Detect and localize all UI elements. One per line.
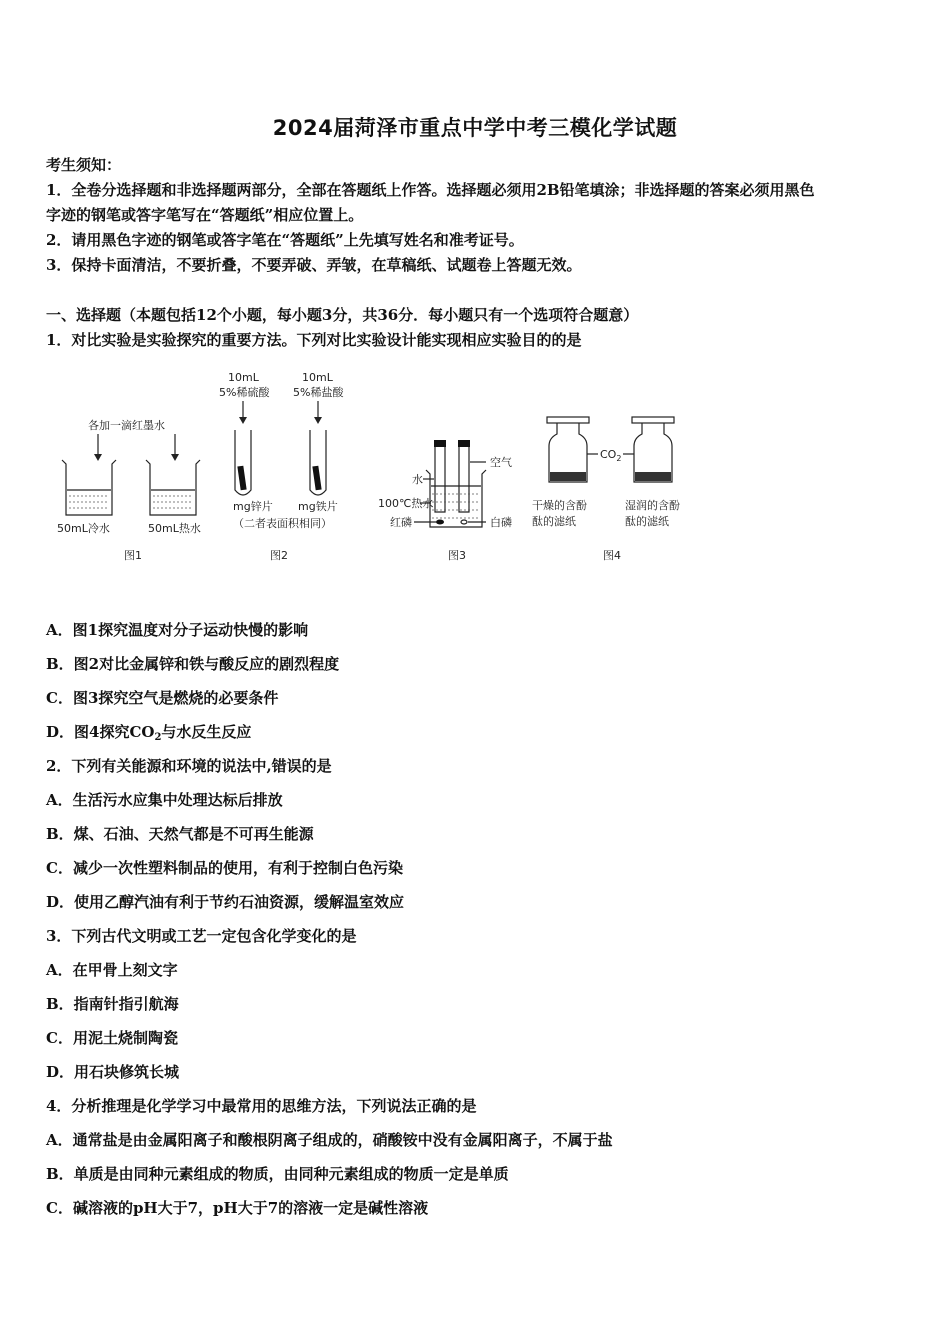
q1-option-d-pre: D．图4探究CO: [46, 723, 155, 741]
q4-option-b: B．单质是由同种元素组成的物质，由同种元素组成的物质一定是单质: [46, 1165, 509, 1183]
notice-line-4: 3．保持卡面清洁，不要折叠，不要弄破、弄皱，在草稿纸、试题卷上答题无效。: [46, 256, 582, 274]
fig4-left-label-1: 干燥的含酚: [532, 499, 587, 512]
section-heading: 一、选择题（本题包括12个小题，每小题3分，共36分．每小题只有一个选项符合题意）: [46, 306, 639, 324]
fig3-water: 水: [412, 473, 423, 486]
q3-option-a: A．在甲骨上刻文字: [46, 961, 178, 979]
fig4-gas: [600, 448, 621, 463]
fig3-white-p: 白磷: [490, 516, 512, 529]
fig4-caption: 图4: [603, 549, 621, 562]
fig2-metal-left: mg锌片: [233, 500, 273, 513]
q2-option-a: A．生活污水应集中处理达标后排放: [46, 791, 283, 809]
q1-option-a: A．图1探究温度对分子运动快慢的影响: [46, 621, 309, 639]
fig2-note: （二者表面积相同）: [233, 517, 332, 530]
q2-option-b: B．煤、石油、天然气都是不可再生能源: [46, 825, 314, 843]
q4-option-a: A．通常盐是由金属阳离子和酸根阴离子组成的，硝酸铵中没有金属阳离子，不属于盐: [46, 1131, 613, 1149]
fig1-caption: 图1: [124, 549, 142, 562]
fig3-hot-water: 100℃热水: [378, 497, 434, 510]
fig1-right-label: 50mL热水: [148, 522, 201, 535]
fig2-acid-left-2: 5%稀硫酸: [219, 386, 270, 399]
notice-line-3: 2．请用黑色字迹的钢笔或答字笔在“答题纸”上先填写姓名和准考证号。: [46, 231, 524, 249]
fig3-red-p: 红磷: [390, 516, 412, 529]
q1-option-d-sub: 2: [154, 732, 162, 743]
fig3-air: 空气: [490, 456, 512, 469]
q3-option-b: B．指南针指引航海: [46, 995, 179, 1013]
q3-option-d: D．用石块修筑长城: [46, 1063, 180, 1081]
q2-option-d: D．使用乙醇汽油有利于节约石油资源，缓解温室效应: [46, 893, 405, 911]
figure-4-bottles: [532, 417, 680, 562]
q1-option-d: [46, 721, 251, 743]
notice-line-2: 字迹的钢笔或答字笔写在“答题纸”相应位置上。: [46, 206, 364, 224]
fig4-gas-formula: CO: [600, 448, 617, 461]
fig2-caption: 图2: [270, 549, 288, 562]
figure-3-combustion: [378, 440, 512, 562]
q2-stem: 2．下列有关能源和环境的说法中,错误的是: [46, 757, 332, 775]
fig2-acid-left-1: 10mL: [228, 371, 259, 384]
q3-stem: 3．下列古代文明或工艺一定包含化学变化的是: [46, 927, 357, 945]
fig4-left-label-2: 酞的滤纸: [532, 515, 576, 528]
q1-option-b: B．图2对比金属锌和铁与酸反应的剧烈程度: [46, 655, 340, 673]
fig2-metal-right: mg铁片: [298, 500, 338, 513]
q4-option-c: C．碱溶液的pH大于7，pH大于7的溶液一定是碱性溶液: [46, 1199, 429, 1217]
q1-option-c: C．图3探究空气是燃烧的必要条件: [46, 689, 279, 707]
notice-heading: 考生须知：: [46, 156, 122, 174]
notice-line-1: 1．全卷分选择题和非选择题两部分，全部在答题纸上作答。选择题必须用2B铅笔填涂；非选择题的答案必须用黑色: [46, 181, 815, 199]
fig4-right-label-2: 酞的滤纸: [625, 515, 669, 528]
fig2-acid-right-2: 5%稀盐酸: [293, 386, 344, 399]
fig3-caption: 图3: [448, 549, 466, 562]
fig1-top-label: 各加一滴红墨水: [88, 419, 165, 432]
fig2-acid-right-1: 10mL: [302, 371, 333, 384]
q1-figure: [40, 362, 740, 567]
figure-1-beakers: [57, 418, 201, 562]
fig4-gas-subscript: 2: [616, 454, 622, 463]
page-title: 2024届菏泽市重点中学中考三模化学试题: [272, 116, 678, 140]
figure-2-test-tubes: [219, 371, 344, 562]
q1-option-d-post: 与水反生反应: [161, 723, 252, 741]
fig4-right-label-1: 湿润的含酚: [625, 499, 680, 512]
q2-option-c: C．减少一次性塑料制品的使用，有利于控制白色污染: [46, 859, 403, 877]
fig1-left-label: 50mL冷水: [57, 522, 110, 535]
q4-stem: 4．分析推理是化学学习中最常用的思维方法，下列说法正确的是: [46, 1097, 477, 1115]
q3-option-c: C．用泥土烧制陶瓷: [46, 1029, 178, 1047]
q1-stem: 1．对比实验是实验探究的重要方法。下列对比实验设计能实现相应实验目的的是: [46, 331, 582, 349]
